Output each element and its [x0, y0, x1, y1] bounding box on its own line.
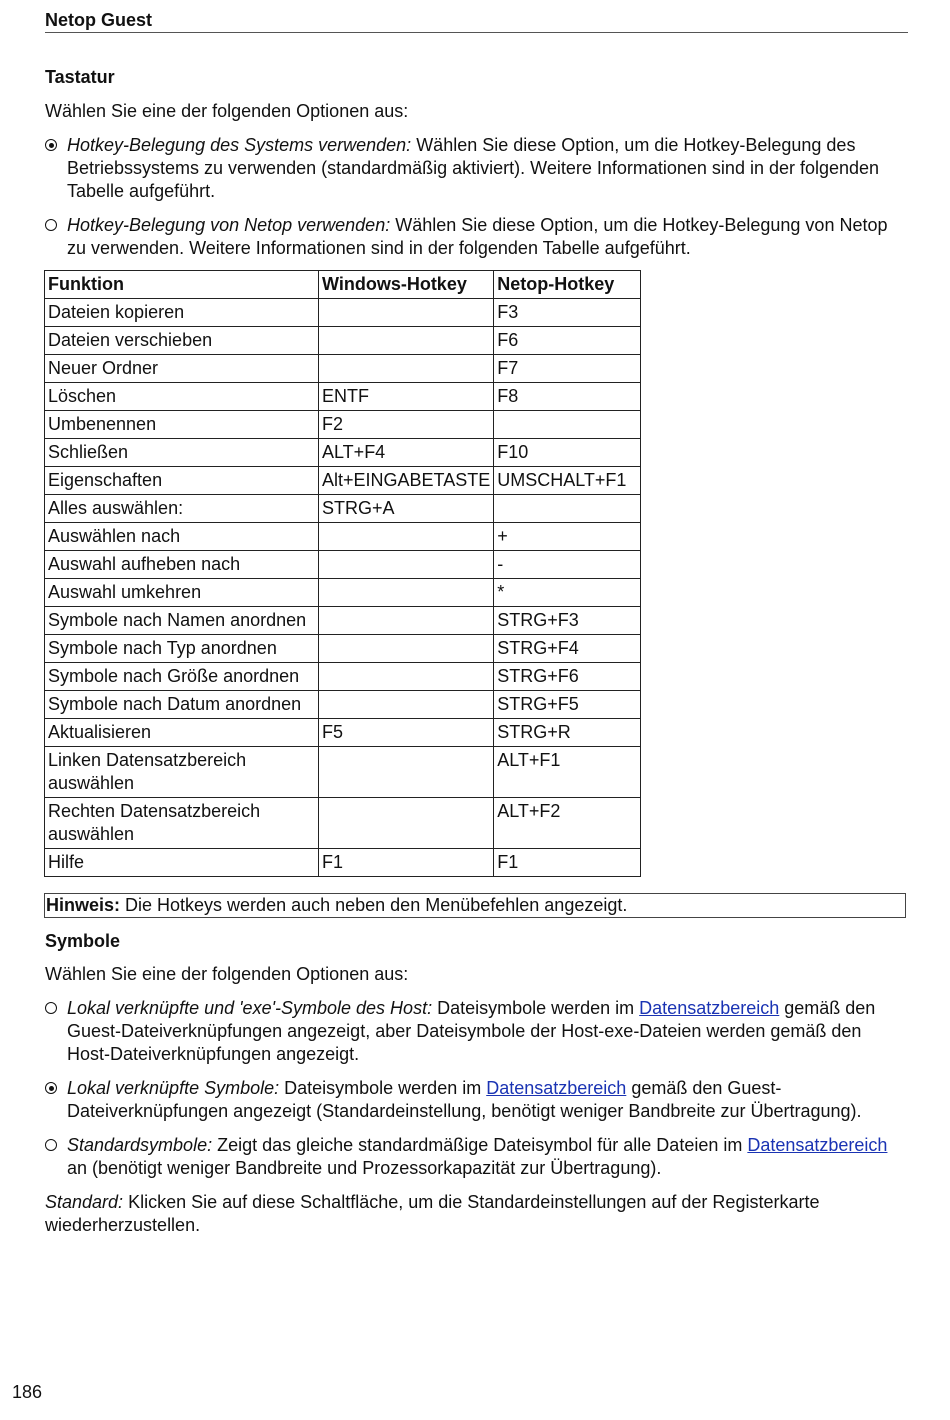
table-row — [45, 523, 641, 551]
table-row — [45, 383, 641, 411]
option-description: Dateisymbole werden im — [279, 1078, 487, 1098]
cell-netop-hotkey: F10 — [494, 439, 641, 467]
cell-windows-hotkey: ENTF — [319, 383, 494, 411]
header-cell-netop-hotkey: Netop-Hotkey — [494, 271, 641, 299]
symbols-option-local[interactable] — [45, 1077, 907, 1123]
cell-netop-hotkey: ALT+F1 — [494, 747, 641, 798]
cell-windows-hotkey: Alt+EINGABETASTE — [319, 467, 494, 495]
cell-windows-hotkey: ALT+F4 — [319, 439, 494, 467]
cell-windows-hotkey — [319, 798, 494, 849]
cell-netop-hotkey: STRG+R — [494, 719, 641, 747]
cell-netop-hotkey: + — [494, 523, 641, 551]
option-text — [67, 997, 907, 1066]
cell-windows-hotkey — [319, 523, 494, 551]
hotkey-table — [44, 270, 641, 877]
option-text — [67, 134, 907, 203]
standard-paragraph — [45, 1191, 907, 1237]
cell-function: Symbole nach Typ anordnen — [45, 635, 319, 663]
cell-windows-hotkey: STRG+A — [319, 495, 494, 523]
section-heading-symbols: Symbole — [45, 931, 121, 951]
cell-netop-hotkey: STRG+F6 — [494, 663, 641, 691]
cell-netop-hotkey: F8 — [494, 383, 641, 411]
option-lead: Lokal verknüpfte und 'exe'-Symbole des Host: — [67, 998, 433, 1018]
cell-function: Löschen — [45, 383, 319, 411]
note-text: Die Hotkeys werden auch neben den Menübefehlen angezeigt. — [120, 895, 628, 915]
table-row — [45, 849, 641, 877]
table-row — [45, 327, 641, 355]
link-datensatzbereich[interactable]: Datensatzbereich — [747, 1135, 888, 1155]
table-row — [45, 299, 641, 327]
cell-function: Aktualisieren — [45, 719, 319, 747]
standard-lead: Standard: — [45, 1192, 124, 1212]
symbols-option-standard[interactable] — [45, 1134, 907, 1180]
cell-windows-hotkey: F1 — [319, 849, 494, 877]
cell-function: Neuer Ordner — [45, 355, 319, 383]
option-description: Wählen Sie diese Option, um die Hotkey-Belegung von Netop zu verwenden. Weitere Informationen sind in der folgenden Tabelle aufgeführt. — [67, 215, 888, 258]
cell-netop-hotkey: UMSCHALT+F1 — [494, 467, 641, 495]
keyboard-option-system-hotkeys[interactable] — [45, 134, 907, 203]
cell-netop-hotkey: - — [494, 551, 641, 579]
option-text — [67, 1134, 907, 1180]
page-number: 186 — [12, 1382, 43, 1402]
cell-netop-hotkey: F3 — [494, 299, 641, 327]
cell-function: Schließen — [45, 439, 319, 467]
table-row — [45, 411, 641, 439]
keyboard-intro: Wählen Sie eine der folgenden Optionen aus: — [45, 101, 409, 121]
radio-selected-icon[interactable] — [45, 1082, 57, 1094]
option-description: Wählen Sie diese Option, um die Hotkey-Belegung des Betriebssystems zu verwenden (standardmäßig aktiviert). Weitere Informationen sind in der folgenden Tabelle aufgeführt. — [67, 135, 880, 201]
cell-function: Alles auswählen: — [45, 495, 319, 523]
cell-windows-hotkey — [319, 607, 494, 635]
table-row — [45, 495, 641, 523]
radio-unselected-icon[interactable] — [45, 1002, 57, 1014]
cell-netop-hotkey: * — [494, 579, 641, 607]
cell-function: Symbole nach Namen anordnen — [45, 607, 319, 635]
cell-function: Rechten Datensatzbereich auswählen — [45, 798, 319, 849]
cell-function: Hilfe — [45, 849, 319, 877]
radio-selected-icon[interactable] — [45, 139, 57, 151]
symbols-intro: Wählen Sie eine der folgenden Optionen aus: — [45, 964, 409, 984]
cell-function: Dateien kopieren — [45, 299, 319, 327]
standard-text: Klicken Sie auf diese Schaltfläche, um die Standardeinstellungen auf der Registerkarte wiederherzustellen. — [45, 1192, 820, 1235]
table-row — [45, 798, 641, 849]
cell-windows-hotkey — [319, 691, 494, 719]
cell-netop-hotkey: F7 — [494, 355, 641, 383]
cell-function: Auswahl aufheben nach — [45, 551, 319, 579]
cell-windows-hotkey — [319, 747, 494, 798]
option-lead: Hotkey-Belegung von Netop verwenden: — [67, 215, 391, 235]
cell-netop-hotkey — [494, 411, 641, 439]
header-cell-function: Funktion — [45, 271, 319, 299]
cell-windows-hotkey — [319, 635, 494, 663]
link-datensatzbereich[interactable]: Datensatzbereich — [486, 1078, 627, 1098]
cell-windows-hotkey — [319, 355, 494, 383]
cell-windows-hotkey: F5 — [319, 719, 494, 747]
table-row — [45, 439, 641, 467]
header-cell-windows-hotkey: Windows-Hotkey — [319, 271, 494, 299]
cell-netop-hotkey: STRG+F5 — [494, 691, 641, 719]
option-description-cont: gemäß den Guest-Dateiverknüpfungen angezeigt, aber Dateisymbole der Host-exe-Dateien werden gemäß den Host-Dateiverknüpfungen angezeigt. — [67, 998, 876, 1064]
cell-function: Auswahl umkehren — [45, 579, 319, 607]
table-row — [45, 663, 641, 691]
option-description-cont: gemäß den Guest-Dateiverknüpfungen angezeigt (Standardeinstellung, benötigt weniger Bandbreite zur Übertragung). — [67, 1078, 862, 1121]
table-row — [45, 579, 641, 607]
link-datensatzbereich[interactable]: Datensatzbereich — [639, 998, 780, 1018]
table-row — [45, 551, 641, 579]
table-header-row — [45, 271, 641, 299]
cell-windows-hotkey — [319, 663, 494, 691]
radio-unselected-icon[interactable] — [45, 1139, 57, 1151]
option-lead: Standardsymbole: — [67, 1135, 213, 1155]
option-text — [67, 1077, 907, 1123]
cell-netop-hotkey: STRG+F4 — [494, 635, 641, 663]
cell-function: Linken Datensatzbereich auswählen — [45, 747, 319, 798]
cell-netop-hotkey: F6 — [494, 327, 641, 355]
note-box — [44, 893, 906, 918]
option-text — [67, 214, 907, 260]
table-row — [45, 355, 641, 383]
cell-netop-hotkey — [494, 495, 641, 523]
cell-windows-hotkey — [319, 579, 494, 607]
cell-function: Symbole nach Datum anordnen — [45, 691, 319, 719]
hotkey-table-body — [45, 299, 641, 877]
option-description: Zeigt das gleiche standardmäßige Dateisymbol für alle Dateien im — [212, 1135, 748, 1155]
table-row — [45, 747, 641, 798]
cell-windows-hotkey — [319, 327, 494, 355]
radio-unselected-icon[interactable] — [45, 219, 57, 231]
cell-windows-hotkey — [319, 299, 494, 327]
cell-windows-hotkey: F2 — [319, 411, 494, 439]
cell-function: Dateien verschieben — [45, 327, 319, 355]
page-header-title: Netop Guest — [45, 8, 908, 33]
cell-netop-hotkey: STRG+F3 — [494, 607, 641, 635]
table-row — [45, 719, 641, 747]
cell-windows-hotkey — [319, 551, 494, 579]
table-row — [45, 467, 641, 495]
cell-function: Auswählen nach — [45, 523, 319, 551]
note-label: Hinweis: — [46, 895, 121, 915]
table-row — [45, 635, 641, 663]
option-description: Dateisymbole werden im — [432, 998, 640, 1018]
symbols-option-local-and-exe[interactable] — [45, 997, 907, 1066]
option-lead: Lokal verknüpfte Symbole: — [67, 1078, 280, 1098]
cell-function: Eigenschaften — [45, 467, 319, 495]
table-row — [45, 691, 641, 719]
keyboard-option-netop-hotkeys[interactable] — [45, 214, 907, 260]
option-description-cont: an (benötigt weniger Bandbreite und Prozessorkapazität zur Übertragung). — [67, 1158, 662, 1178]
cell-function: Umbenennen — [45, 411, 319, 439]
section-heading-keyboard: Tastatur — [45, 67, 115, 87]
cell-function: Symbole nach Größe anordnen — [45, 663, 319, 691]
cell-netop-hotkey: ALT+F2 — [494, 798, 641, 849]
table-row — [45, 607, 641, 635]
cell-netop-hotkey: F1 — [494, 849, 641, 877]
option-lead: Hotkey-Belegung des Systems verwenden: — [67, 135, 412, 155]
